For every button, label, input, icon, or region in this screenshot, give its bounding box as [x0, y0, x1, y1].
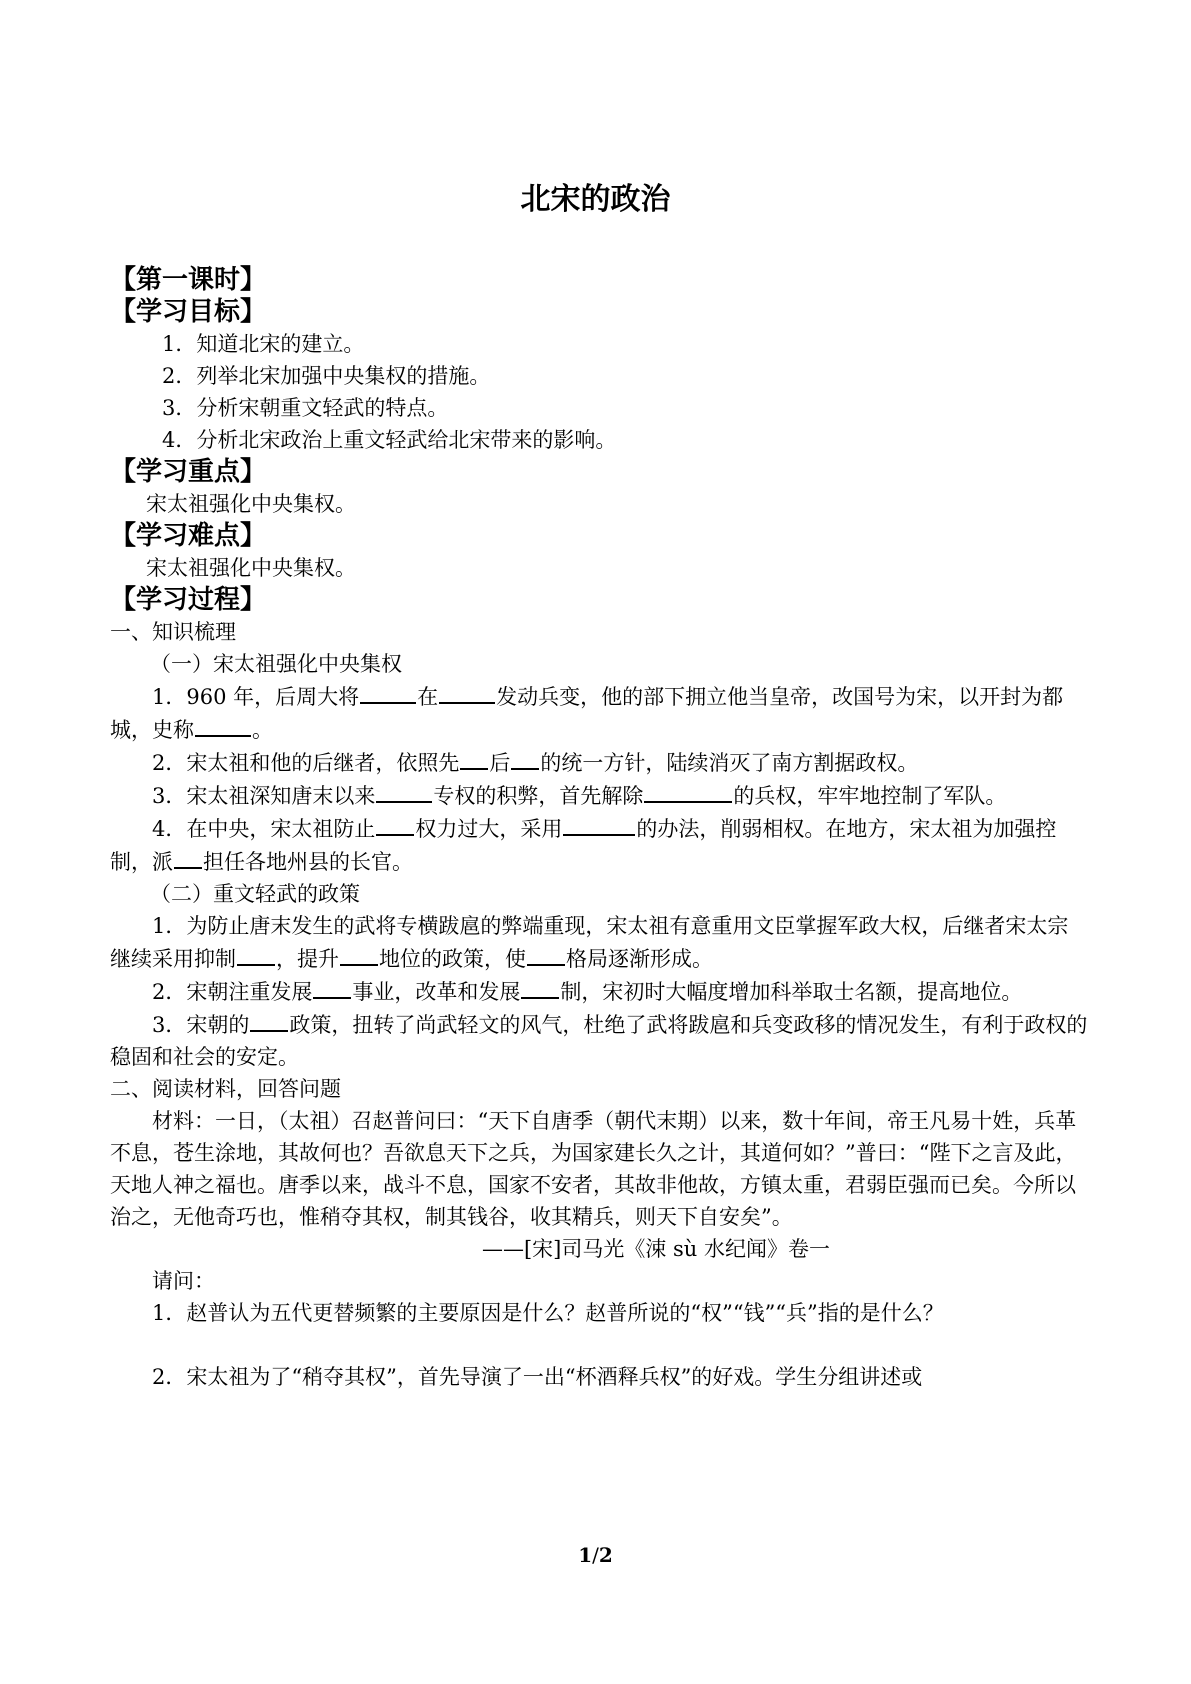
fill-blank[interactable] [644, 779, 732, 803]
fill-blank[interactable] [460, 746, 488, 770]
key-text: 宋太祖强化中央集权。 [146, 492, 356, 516]
s1-question-4: 4．在中央，宋太祖防止 权力过大，采用 的办法，削弱相权。在地方，宋太祖为加强控制，派 担任各地州县的长官。 [110, 812, 1088, 878]
s2-question-1: 1．为防止唐末发生的武将专横跋扈的弊端重现，宋太祖有意重用文臣掌握军政大权，后继者宋太宗继续采用抑制 ，提升 地位的政策，使 格局逐渐形成。 [110, 914, 1069, 971]
fill-blank[interactable] [237, 942, 275, 966]
question-1: 1．赵普认为五代更替频繁的主要原因是什么？赵普所说的“权”“钱”“兵”指的是什么？ [152, 1301, 944, 1325]
key-heading: 【学习重点】 [110, 457, 267, 487]
fill-blank[interactable] [360, 680, 416, 704]
sub2-heading: （二）重文轻武的政策 [150, 882, 360, 906]
part1-heading: 一、知识梳理 [110, 620, 236, 644]
ask-label: 请问： [152, 1269, 215, 1293]
fill-blank[interactable] [521, 975, 559, 999]
fill-blank[interactable] [250, 1008, 288, 1032]
objectives-heading: 【学习目标】 [110, 297, 267, 327]
material-source: ——[宋]司马光《涑 sù 水纪闻》卷一 [481, 1237, 830, 1261]
page-number: 1/2 [578, 1543, 613, 1567]
s1-question-2: 2．宋太祖和他的后继者，依照先 后 的统一方针，陆续消灭了南方割据政权。 [110, 746, 1088, 779]
part2-heading: 二、阅读材料，回答问题 [110, 1077, 341, 1101]
fill-blank[interactable] [527, 942, 565, 966]
fill-blank[interactable] [313, 975, 351, 999]
s1-question-1: 1．960 年，后周大将 在 发动兵变，他的部下拥立他当皇帝，改国号为宋，以开封为都城，史称 。 [110, 680, 1088, 746]
question-2: 2．宋太祖为了“稍夺其权”，首先导演了一出“杯酒释兵权”的好戏。学生分组讲述或 [152, 1365, 923, 1389]
difficulty-heading: 【学习难点】 [110, 521, 267, 551]
fill-blank[interactable] [511, 746, 539, 770]
body-content [110, 264, 1088, 1393]
answer-space [110, 1329, 1088, 1361]
objective-item: 1．知道北宋的建立。 [162, 332, 365, 356]
material-text: 材料：一日，（太祖）召赵普问曰：“天下自唐季（朝代末期）以来，数十年间，帝王凡易十姓，兵革不息，苍生涂地，其故何也？吾欲息天下之兵，为国家建长久之计，其道何如？”普曰：“陛下之言及此，天地人神之福也。唐季以来，战斗不息，国家不安者，其故非他故，方镇太重，君弱臣强而已矣。今所以治之，无他奇巧也，惟稍夺其权，制其钱谷，收其精兵，则天下自安矣”。 [110, 1109, 1077, 1229]
fill-blank[interactable] [563, 812, 635, 836]
fill-blank[interactable] [439, 680, 495, 704]
fill-blank[interactable] [195, 713, 251, 737]
sub1-heading: （一）宋太祖强化中央集权 [150, 652, 402, 676]
s1-question-3: 3．宋太祖深知唐末以来 专权的积弊，首先解除 的兵权，牢牢地控制了军队。 [110, 779, 1088, 812]
session-heading: 【第一课时】 [110, 265, 267, 295]
objective-item: 3．分析宋朝重文轻武的特点。 [162, 396, 449, 420]
s2-question-3: 3．宋朝的 政策，扭转了尚武轻文的风气，杜绝了武将跋扈和兵变政移的情况发生，有利于政权的稳固和社会的安定。 [110, 1008, 1088, 1073]
process-heading: 【学习过程】 [110, 585, 267, 615]
fill-blank[interactable] [340, 942, 378, 966]
difficulty-text: 宋太祖强化中央集权。 [146, 556, 356, 580]
objective-item: 2．列举北宋加强中央集权的措施。 [162, 364, 491, 388]
fill-blank[interactable] [376, 812, 414, 836]
s2-question-2: 2．宋朝注重发展 事业，改革和发展 制，宋初时大幅度增加科举取士名额，提高地位。 [110, 975, 1088, 1008]
fill-blank[interactable] [174, 845, 202, 869]
fill-blank[interactable] [376, 779, 432, 803]
objective-item: 4．分析北宋政治上重文轻武给北宋带来的影响。 [162, 428, 617, 452]
page-title: 北宋的政治 [520, 182, 671, 217]
